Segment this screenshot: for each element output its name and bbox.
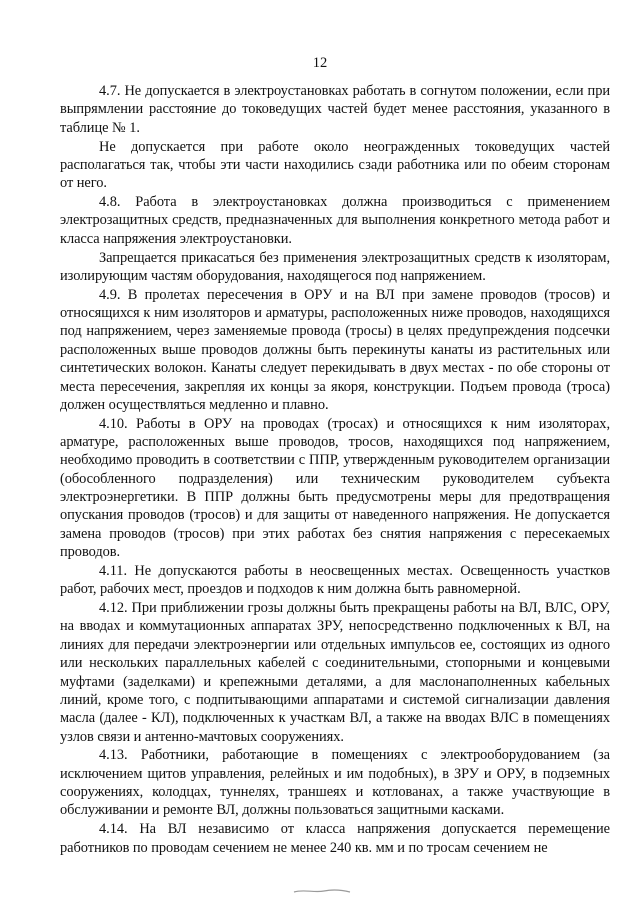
paragraph-4-7: 4.7. Не допускается в электроустановках работать в согнутом положении, если при выпрямлении расстояние до токоведущих частей будет менее расстояния, указанного в таблице № 1.: [60, 83, 610, 136]
paragraph-4-10: 4.10. Работы в ОРУ на проводах (тросах) и относящихся к ним изоляторах, арматуре, расположенных выше проводов, тросов, находящихся под напряжением, необходимо проводить в соответствии с ППР, утвержденным руководителем организации (обособленного подразделения) или техническим руководителем субъекта электроэнергетики. В ППР должны быть предусмотрены меры для предотвращения опускания проводов (тросов) и для защиты от наведенного напряжения. Не допускается замена проводов (тросов) при этих работах без снятия напряжения с пересекаемых проводов.: [60, 415, 610, 561]
paragraph-4-8-continued: Запрещается прикасаться без применения электрозащитных средств к изоляторам, изолирующим частям оборудования, находящегося под напряжением.: [60, 249, 610, 284]
paragraph-4-14: 4.14. На ВЛ независимо от класса напряжения допускается перемещение работников по проводам сечением не менее 240 кв. мм и по тросам сечением не: [60, 821, 610, 856]
paragraph-4-7-continued: Не допускается при работе около неогражденных токоведущих частей располагаться так, чтобы эти части находились сзади работника или по обеим сторонам от него.: [60, 138, 610, 192]
paragraph-4-9: 4.9. В пролетах пересечения в ОРУ и на ВЛ при замене проводов (тросов) и относящихся к ним изоляторов и арматуры, расположенных ниже проводов, находящихся под напряжением, через заменяемые провода (тросы) в целях предупреждения подсечки расположенных выше проводов должны быть перекинуты канаты из растительных или синтетических волокон. Канаты следует перекидывать в двух местах - по обе стороны от места пересечения, закрепляя их концы за якоря, конструкции. Подъем провода (троса) должен осуществляться медленно и плавно.: [60, 286, 610, 413]
paragraph-4-13: 4.13. Работники, работающие в помещениях с электрооборудованием (за исключением щитов управления, релейных и им подобных), в ЗРУ и ОРУ, в подземных сооружениях, колодцах, туннелях, траншеях и котлованах, а также участвующие в обслуживании и ремонте ВЛ, должны пользоваться защитными касками.: [60, 747, 610, 819]
paragraph-4-8: 4.8. Работа в электроустановках должна производиться с применением электрозащитных средств, предназначенных для выполнения конкретного метода работ и класса напряжения электроустановки.: [60, 194, 610, 247]
document-body: [60, 82, 610, 857]
scan-mark-icon: [292, 888, 352, 894]
paragraph-4-12: 4.12. При приближении грозы должны быть прекращены работы на ВЛ, ВЛС, ОРУ, на вводах и коммутационных аппаратах ЗРУ, непосредственно подключенных к ВЛ, на линиях для передачи электроэнергии или отдельных импульсов ее, состоящих из одного или нескольких параллельных кабелей с соединительными, стопорными и концевыми муфтами (заделками) и крепежными деталями, а для маслонаполненных кабельных линий, кроме того, с подпитывающими аппаратами и системой сигнализации давления масла (далее - КЛ), подключенных к участкам ВЛ, а также на вводах ВЛС в помещениях узлов связи и антенно-мачтовых сооружениях.: [60, 600, 610, 745]
page-number: 12: [312, 55, 328, 71]
paragraph-4-11: 4.11. Не допускаются работы в неосвещенных местах. Освещенность участков работ, рабочих мест, проездов и подходов к ним должна быть равномерной.: [60, 562, 610, 598]
